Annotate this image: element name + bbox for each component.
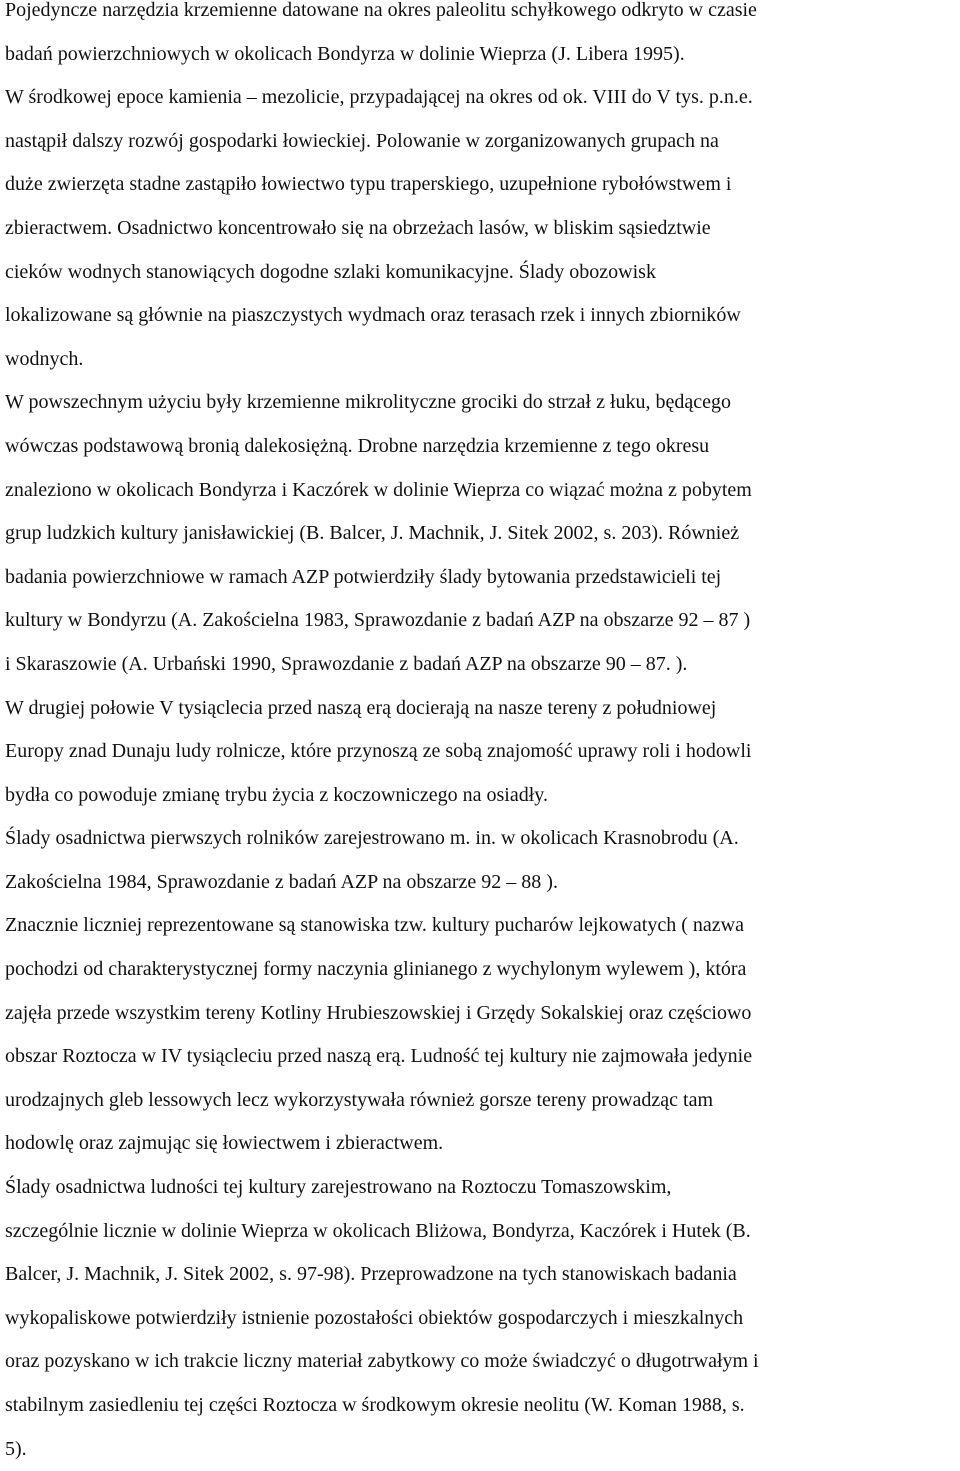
text-line: wówczas podstawową bronią dalekosiężną. Drobne narzędzia krzemienne z tego okresu xyxy=(5,434,710,457)
text-line: badań powierzchniowych w okolicach Bondyrza w dolinie Wieprza (J. Libera 1995). xyxy=(5,42,685,65)
text-line: szczególnie licznie w dolinie Wieprza w okolicach Bliżowa, Bondyrza, Kaczórek i Hutek (B. xyxy=(5,1219,751,1242)
text-line: cieków wodnych stanowiących dogodne szlaki komunikacyjne. Ślady obozowisk xyxy=(5,260,656,283)
text-line: Europy znad Dunaju ludy rolnicze, które przynoszą ze sobą znajomość uprawy roli i hodowli xyxy=(5,740,752,763)
text-line: 5). xyxy=(5,1437,27,1460)
text-line: Znacznie liczniej reprezentowane są stanowiska tzw. kultury pucharów lejkowatych ( nazwa xyxy=(5,914,744,937)
text-line: Zakościelna 1984, Sprawozdanie z badań AZP na obszarze 92 – 88 ). xyxy=(5,870,558,893)
text-line: i Skaraszowie (A. Urbański 1990, Sprawozdanie z badań AZP na obszarze 90 – 87. ). xyxy=(5,652,688,675)
text-line: wykopaliskowe potwierdziły istnienie pozostałości obiektów gospodarczych i mieszkalnych xyxy=(5,1306,744,1329)
text-line: zajęła przede wszystkim tereny Kotliny Hrubieszowskiej i Grzędy Sokalskiej oraz częściowo xyxy=(5,1001,752,1024)
text-line: kultury w Bondyrzu (A. Zakościelna 1983, Sprawozdanie z badań AZP na obszarze 92 – 87 ) xyxy=(5,609,751,632)
text-line: Pojedyncze narzędzia krzemienne datowane na okres paleolitu schyłkowego odkryto w czasie xyxy=(5,0,757,21)
text-line: urodzajnych gleb lessowych lecz wykorzystywała również gorsze tereny prowadząc tam xyxy=(5,1088,714,1111)
text-line: wodnych. xyxy=(5,347,84,370)
text-line: Ślady osadnictwa pierwszych rolników zarejestrowano m. in. w okolicach Krasnobrodu (A. xyxy=(5,827,739,850)
text-line: Ślady osadnictwa ludności tej kultury zarejestrowano na Roztoczu Tomaszowskim, xyxy=(5,1176,672,1199)
text-line: oraz pozyskano w ich trakcie liczny materiał zabytkowy co może świadczyć o długotrwałym i xyxy=(5,1350,759,1373)
text-line: duże zwierzęta stadne zastąpiło łowiectwo typu traperskiego, uzupełnione rybołówstwem i xyxy=(5,173,732,196)
text-line: znaleziono w okolicach Bondyrza i Kaczórek w dolinie Wieprza co wiązać można z pobytem xyxy=(5,478,752,501)
text-line: W drugiej połowie V tysiąclecia przed naszą erą docierają na nasze tereny z południowej xyxy=(5,696,717,719)
text-line: bydła co powoduje zmianę trybu życia z koczowniczego na osiadły. xyxy=(5,783,548,806)
text-line: obszar Roztocza w IV tysiącleciu przed naszą erą. Ludność tej kultury nie zajmowała jedynie xyxy=(5,1045,753,1068)
text-line: Balcer, J. Machnik, J. Sitek 2002, s. 97-98). Przeprowadzone na tych stanowiskach badania xyxy=(5,1263,737,1286)
text-line: badania powierzchniowe w ramach AZP potwierdziły ślady bytowania przedstawicieli tej xyxy=(5,565,722,588)
text-line: zbieractwem. Osadnictwo koncentrowało się na obrzeżach lasów, w bliskim sąsiedztwie xyxy=(5,216,711,239)
text-line: stabilnym zasiedleniu tej części Roztocza w środkowym okresie neolitu (W. Koman 1988, s. xyxy=(5,1394,745,1416)
text-line: pochodzi od charakterystycznej formy naczynia glinianego z wychylonym wylewem ), która xyxy=(5,958,747,981)
text-line: nastąpił dalszy rozwój gospodarki łowieckiej. Polowanie w zorganizowanych grupach na xyxy=(5,129,719,152)
text-line: W powszechnym użyciu były krzemienne mikrolityczne grociki do strzał z łuku, będącego xyxy=(5,391,732,414)
text-line: hodowlę oraz zajmując się łowiectwem i zbieractwem. xyxy=(5,1132,444,1155)
text-line: lokalizowane są głównie na piaszczystych wydmach oraz terasach rzek i innych zbiorników xyxy=(5,304,741,327)
text-line: W środkowej epoce kamienia – mezolicie, przypadającej na okres od ok. VIII do V tys. p.n.e. xyxy=(5,86,753,109)
text-line: grup ludzkich kultury janisławickiej (B. Balcer, J. Machnik, J. Sitek 2002, s. 203). Również xyxy=(5,522,740,545)
